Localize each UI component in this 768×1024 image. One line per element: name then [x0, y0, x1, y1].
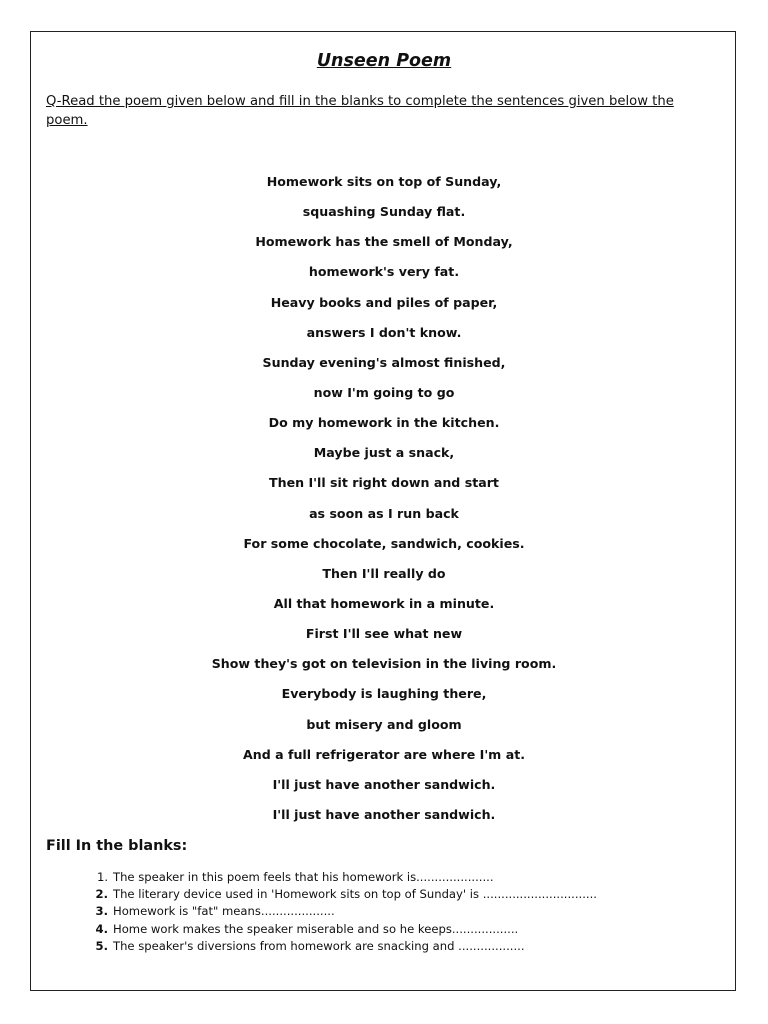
poem-line: homework's very fat.: [308, 264, 460, 280]
item-text: The speaker in this poem feels that his homework is.....................: [113, 870, 494, 884]
item-number: 2.: [95, 887, 108, 902]
poem-line: answers I don't know.: [306, 324, 462, 340]
page-title: Unseen Poem: [316, 51, 452, 71]
item-number: 3.: [95, 904, 108, 919]
poem-line: Show they's got on television in the living room.: [211, 656, 557, 672]
list-item: [84, 869, 597, 886]
poem-line: Heavy books and piles of paper,: [270, 294, 498, 310]
item-text: Home work makes the speaker miserable and so he keeps..................: [113, 921, 519, 936]
fill-in-blanks-heading: Fill In the blanks:: [46, 838, 188, 854]
poem-line: Homework sits on top of Sunday,: [266, 174, 502, 189]
poem-line: Sunday evening's almost finished,: [262, 354, 506, 370]
poem: [0, 172, 768, 835]
poem-line: Then I'll really do: [322, 565, 446, 581]
question-instruction: Q-Read the poem given below and fill in the blanks to complete the sentences given below the poem.: [46, 94, 674, 128]
poem-line: All that homework in a minute.: [273, 595, 495, 611]
poem-line: Do my homework in the kitchen.: [268, 415, 500, 431]
item-text: The literary device used in 'Homework sits on top of Sunday' is ...............................: [113, 887, 597, 902]
poem-line: First I'll see what new: [305, 626, 463, 642]
poem-line: For some chocolate, sandwich, cookies.: [243, 535, 525, 551]
item-text: The speaker's diversions from homework are snacking and ..................: [113, 938, 525, 953]
list-item: [84, 886, 597, 903]
item-text: Homework is "fat" means....................: [113, 904, 335, 919]
poem-line: squashing Sunday flat.: [302, 204, 466, 220]
list-item: [84, 903, 597, 920]
item-number: 1.: [96, 870, 108, 884]
poem-line: And a full refrigerator are where I'm at.: [242, 746, 525, 762]
list-item: [84, 921, 597, 938]
fill-in-blanks-list: [84, 869, 597, 955]
poem-line: Maybe just a snack,: [313, 445, 455, 461]
poem-line: I'll just have another sandwich.: [272, 806, 496, 822]
poem-line: now I'm going to go: [313, 384, 455, 400]
poem-line: Then I'll sit right down and start: [269, 475, 499, 491]
poem-line: as soon as I run back: [309, 505, 459, 521]
poem-line: I'll just have another sandwich.: [272, 776, 496, 792]
poem-line: but misery and gloom: [306, 716, 462, 732]
poem-line: Everybody is laughing there,: [281, 686, 487, 702]
poem-line: Homework has the smell of Monday,: [255, 234, 513, 250]
item-number: 5.: [95, 938, 108, 953]
list-item: [84, 938, 597, 955]
item-number: 4.: [95, 921, 108, 936]
